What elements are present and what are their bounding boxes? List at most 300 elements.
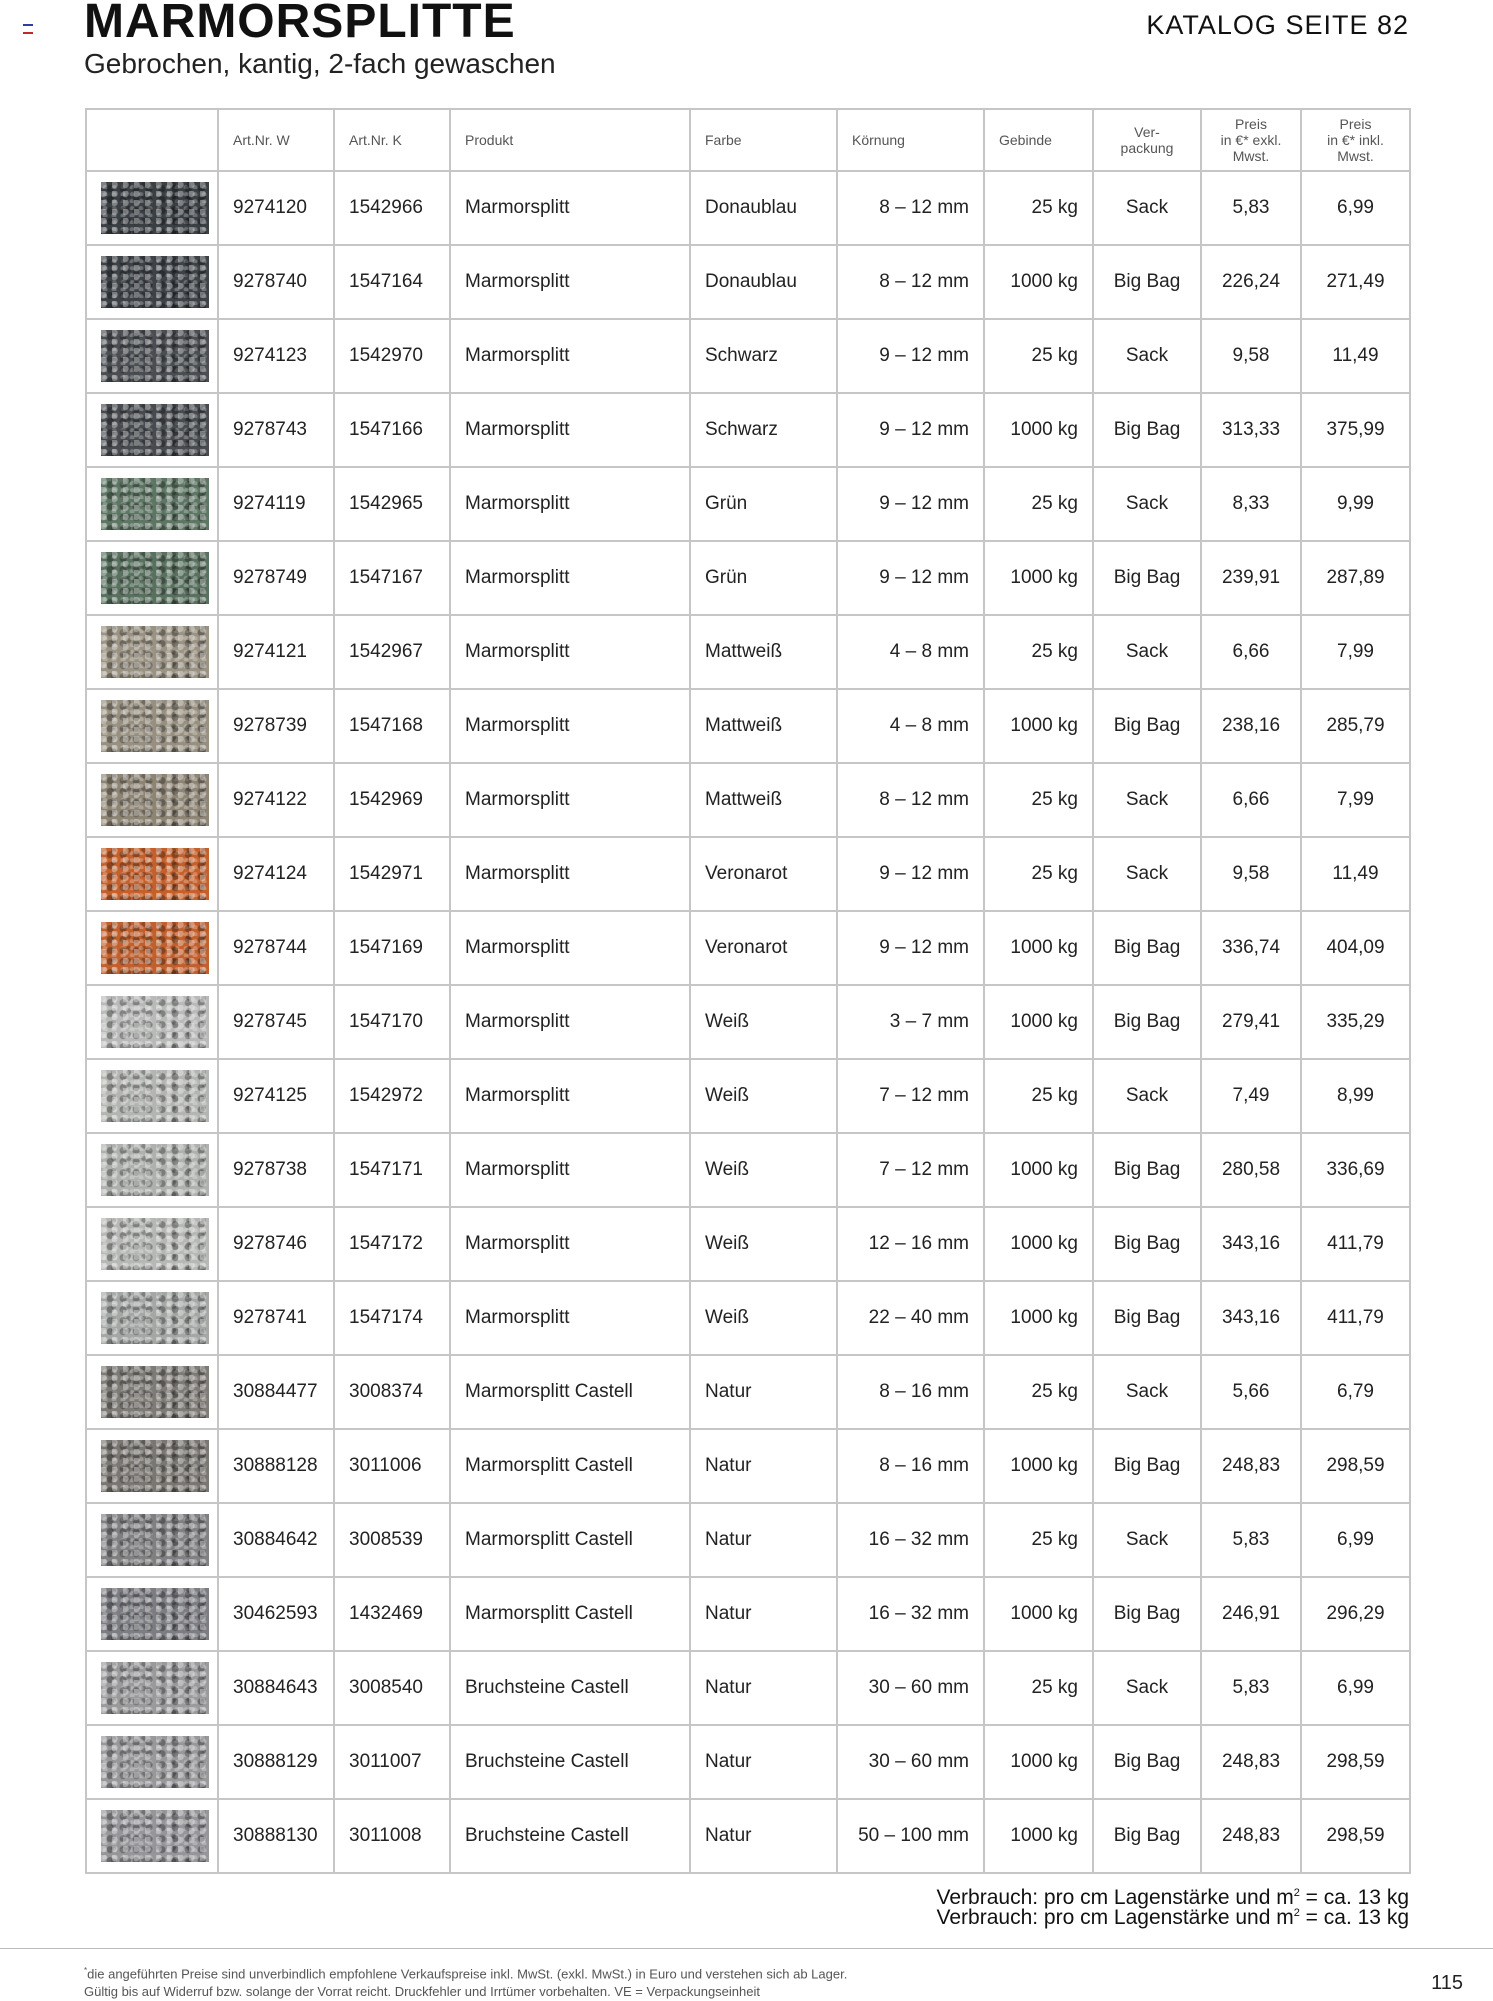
art-nr-k-cell: 3008540 bbox=[334, 1651, 450, 1725]
product-image-cell bbox=[86, 837, 218, 911]
packaging-cell: Sack bbox=[1093, 1651, 1201, 1725]
color-cell: Grün bbox=[690, 467, 837, 541]
product-swatch bbox=[101, 1736, 209, 1788]
price-excl-cell: 248,83 bbox=[1201, 1799, 1301, 1873]
product-cell: Marmorsplitt bbox=[450, 837, 690, 911]
product-image-cell bbox=[86, 319, 218, 393]
page-subtitle: Gebrochen, kantig, 2-fach gewaschen bbox=[84, 48, 556, 79]
product-cell: Marmorsplitt bbox=[450, 1133, 690, 1207]
price-incl-cell: 336,69 bbox=[1301, 1133, 1410, 1207]
art-nr-w-cell: 9278749 bbox=[218, 541, 334, 615]
grain-cell: 8 – 12 mm bbox=[837, 171, 984, 245]
product-swatch bbox=[101, 1144, 209, 1196]
table-row bbox=[86, 1355, 1410, 1429]
grain-cell: 8 – 16 mm bbox=[837, 1429, 984, 1503]
price-excl-cell: 248,83 bbox=[1201, 1429, 1301, 1503]
grain-cell: 9 – 12 mm bbox=[837, 911, 984, 985]
color-cell: Natur bbox=[690, 1355, 837, 1429]
grain-cell: 4 – 8 mm bbox=[837, 615, 984, 689]
packaging-cell: Big Bag bbox=[1093, 911, 1201, 985]
price-excl-cell: 5,83 bbox=[1201, 1651, 1301, 1725]
product-image-cell bbox=[86, 467, 218, 541]
product-swatch bbox=[101, 1810, 209, 1862]
price-incl-cell: 296,29 bbox=[1301, 1577, 1410, 1651]
product-image-cell bbox=[86, 1355, 218, 1429]
table-row bbox=[86, 393, 1410, 467]
price-excl-cell: 5,83 bbox=[1201, 1503, 1301, 1577]
color-cell: Natur bbox=[690, 1429, 837, 1503]
art-nr-w-cell: 9274124 bbox=[218, 837, 334, 911]
price-excl-cell: 313,33 bbox=[1201, 393, 1301, 467]
header-grain: Körnung bbox=[837, 109, 984, 171]
product-image-cell bbox=[86, 1281, 218, 1355]
product-cell: Marmorsplitt bbox=[450, 1207, 690, 1281]
price-excl-cell: 279,41 bbox=[1201, 985, 1301, 1059]
price-excl-cell: 238,16 bbox=[1201, 689, 1301, 763]
art-nr-k-cell: 3011006 bbox=[334, 1429, 450, 1503]
price-excl-cell: 226,24 bbox=[1201, 245, 1301, 319]
product-image-cell bbox=[86, 615, 218, 689]
pack-size-cell: 1000 kg bbox=[984, 1799, 1093, 1873]
art-nr-k-cell: 1547170 bbox=[334, 985, 450, 1059]
art-nr-w-cell: 9278740 bbox=[218, 245, 334, 319]
product-image-cell bbox=[86, 1059, 218, 1133]
packaging-cell: Sack bbox=[1093, 1355, 1201, 1429]
pack-size-cell: 1000 kg bbox=[984, 393, 1093, 467]
art-nr-w-cell: 30462593 bbox=[218, 1577, 334, 1651]
color-cell: Weiß bbox=[690, 985, 837, 1059]
pack-size-cell: 1000 kg bbox=[984, 1281, 1093, 1355]
header-art-nr-w: Art.Nr. W bbox=[218, 109, 334, 171]
product-image-cell bbox=[86, 393, 218, 467]
color-cell: Natur bbox=[690, 1725, 837, 1799]
art-nr-k-cell: 1542969 bbox=[334, 763, 450, 837]
table-row bbox=[86, 689, 1410, 763]
table-header-row bbox=[86, 109, 1410, 171]
product-image-cell bbox=[86, 541, 218, 615]
color-cell: Weiß bbox=[690, 1133, 837, 1207]
art-nr-w-cell: 9278745 bbox=[218, 985, 334, 1059]
price-incl-cell: 9,99 bbox=[1301, 467, 1410, 541]
art-nr-k-cell: 1547166 bbox=[334, 393, 450, 467]
product-image-cell bbox=[86, 1429, 218, 1503]
pack-size-cell: 1000 kg bbox=[984, 245, 1093, 319]
grain-cell: 9 – 12 mm bbox=[837, 467, 984, 541]
product-cell: Marmorsplitt bbox=[450, 541, 690, 615]
catalog-page-reference: KATALOG SEITE 82 bbox=[1146, 10, 1409, 40]
art-nr-w-cell: 9278739 bbox=[218, 689, 334, 763]
packaging-cell: Big Bag bbox=[1093, 1281, 1201, 1355]
price-incl-cell: 6,79 bbox=[1301, 1355, 1410, 1429]
art-nr-k-cell: 3011008 bbox=[334, 1799, 450, 1873]
art-nr-k-cell: 3008539 bbox=[334, 1503, 450, 1577]
table-row bbox=[86, 911, 1410, 985]
product-swatch bbox=[101, 1662, 209, 1714]
table-row bbox=[86, 763, 1410, 837]
grain-cell: 12 – 16 mm bbox=[837, 1207, 984, 1281]
consumption-sup: 2 bbox=[1293, 1907, 1300, 1919]
footnote-mark: * bbox=[84, 1966, 88, 1975]
packaging-cell: Big Bag bbox=[1093, 1207, 1201, 1281]
price-incl-cell: 6,99 bbox=[1301, 171, 1410, 245]
art-nr-w-cell: 30884642 bbox=[218, 1503, 334, 1577]
packaging-cell: Big Bag bbox=[1093, 393, 1201, 467]
product-cell: Marmorsplitt Castell bbox=[450, 1429, 690, 1503]
packaging-cell: Sack bbox=[1093, 467, 1201, 541]
price-excl-cell: 239,91 bbox=[1201, 541, 1301, 615]
grain-cell: 16 – 32 mm bbox=[837, 1503, 984, 1577]
price-incl-cell: 11,49 bbox=[1301, 319, 1410, 393]
packaging-cell: Big Bag bbox=[1093, 541, 1201, 615]
art-nr-w-cell: 30888130 bbox=[218, 1799, 334, 1873]
art-nr-w-cell: 9278741 bbox=[218, 1281, 334, 1355]
page-title: MARMORSPLITTE bbox=[84, 0, 516, 48]
color-cell: Mattweiß bbox=[690, 689, 837, 763]
pack-size-cell: 25 kg bbox=[984, 615, 1093, 689]
product-image-cell bbox=[86, 1651, 218, 1725]
header-art-nr-k: Art.Nr. K bbox=[334, 109, 450, 171]
grain-cell: 7 – 12 mm bbox=[837, 1133, 984, 1207]
price-excl-cell: 6,66 bbox=[1201, 763, 1301, 837]
grain-cell: 9 – 12 mm bbox=[837, 393, 984, 467]
price-excl-cell: 6,66 bbox=[1201, 615, 1301, 689]
product-cell: Marmorsplitt bbox=[450, 763, 690, 837]
table-row bbox=[86, 1059, 1410, 1133]
pack-size-cell: 1000 kg bbox=[984, 541, 1093, 615]
color-cell: Weiß bbox=[690, 1059, 837, 1133]
product-image-cell bbox=[86, 1577, 218, 1651]
product-cell: Marmorsplitt bbox=[450, 245, 690, 319]
page-number: 115 bbox=[1431, 1972, 1463, 1994]
art-nr-w-cell: 30888129 bbox=[218, 1725, 334, 1799]
price-incl-cell: 375,99 bbox=[1301, 393, 1410, 467]
art-nr-w-cell: 9278744 bbox=[218, 911, 334, 985]
product-image-cell bbox=[86, 689, 218, 763]
product-image-cell bbox=[86, 985, 218, 1059]
product-cell: Marmorsplitt bbox=[450, 615, 690, 689]
product-image-cell bbox=[86, 245, 218, 319]
table-row bbox=[86, 1725, 1410, 1799]
color-cell: Veronarot bbox=[690, 837, 837, 911]
art-nr-w-cell: 9274122 bbox=[218, 763, 334, 837]
table-row bbox=[86, 1577, 1410, 1651]
packaging-cell: Sack bbox=[1093, 171, 1201, 245]
product-swatch bbox=[101, 256, 209, 308]
packaging-cell: Sack bbox=[1093, 1503, 1201, 1577]
art-nr-k-cell: 1542972 bbox=[334, 1059, 450, 1133]
art-nr-k-cell: 1547171 bbox=[334, 1133, 450, 1207]
pack-size-cell: 1000 kg bbox=[984, 1725, 1093, 1799]
product-cell: Bruchsteine Castell bbox=[450, 1725, 690, 1799]
consumption-note bbox=[937, 1906, 1409, 1930]
product-cell: Marmorsplitt bbox=[450, 467, 690, 541]
price-incl-cell: 404,09 bbox=[1301, 911, 1410, 985]
header-price-excl: Preis in €* exkl. Mwst. bbox=[1201, 109, 1301, 171]
product-cell: Marmorsplitt Castell bbox=[450, 1577, 690, 1651]
product-swatch bbox=[101, 774, 209, 826]
packaging-cell: Big Bag bbox=[1093, 1577, 1201, 1651]
pack-size-cell: 25 kg bbox=[984, 467, 1093, 541]
table-row bbox=[86, 171, 1410, 245]
color-cell: Weiß bbox=[690, 1207, 837, 1281]
product-image-cell bbox=[86, 763, 218, 837]
product-image-cell bbox=[86, 1207, 218, 1281]
pack-size-cell: 25 kg bbox=[984, 171, 1093, 245]
price-incl-cell: 7,99 bbox=[1301, 615, 1410, 689]
table-row bbox=[86, 1281, 1410, 1355]
packaging-cell: Big Bag bbox=[1093, 245, 1201, 319]
packaging-cell: Big Bag bbox=[1093, 689, 1201, 763]
product-table bbox=[85, 108, 1411, 1874]
pack-size-cell: 1000 kg bbox=[984, 1577, 1093, 1651]
packaging-cell: Sack bbox=[1093, 837, 1201, 911]
price-incl-cell: 285,79 bbox=[1301, 689, 1410, 763]
pack-size-cell: 25 kg bbox=[984, 837, 1093, 911]
header-price-incl: Preis in €* inkl. Mwst. bbox=[1301, 109, 1410, 171]
price-excl-cell: 8,33 bbox=[1201, 467, 1301, 541]
product-image-cell bbox=[86, 1725, 218, 1799]
price-incl-cell: 271,49 bbox=[1301, 245, 1410, 319]
consumption-text: Verbrauch: pro cm Lagenstärke und m bbox=[936, 1886, 1294, 1909]
art-nr-w-cell: 9278743 bbox=[218, 393, 334, 467]
grain-cell: 9 – 12 mm bbox=[837, 319, 984, 393]
product-swatch bbox=[101, 626, 209, 678]
color-cell: Weiß bbox=[690, 1281, 837, 1355]
grain-cell: 9 – 12 mm bbox=[837, 541, 984, 615]
price-excl-cell: 5,66 bbox=[1201, 1355, 1301, 1429]
packaging-cell: Big Bag bbox=[1093, 1799, 1201, 1873]
product-cell: Marmorsplitt bbox=[450, 1281, 690, 1355]
table-row bbox=[86, 467, 1410, 541]
price-excl-cell: 343,16 bbox=[1201, 1207, 1301, 1281]
table-row bbox=[86, 1133, 1410, 1207]
table-row bbox=[86, 541, 1410, 615]
product-cell: Bruchsteine Castell bbox=[450, 1799, 690, 1873]
pack-size-cell: 1000 kg bbox=[984, 1133, 1093, 1207]
pack-size-cell: 1000 kg bbox=[984, 689, 1093, 763]
grain-cell: 8 – 12 mm bbox=[837, 763, 984, 837]
pack-size-cell: 1000 kg bbox=[984, 1429, 1093, 1503]
price-excl-cell: 7,49 bbox=[1201, 1059, 1301, 1133]
product-swatch bbox=[101, 700, 209, 752]
art-nr-k-cell: 3011007 bbox=[334, 1725, 450, 1799]
art-nr-k-cell: 1542970 bbox=[334, 319, 450, 393]
footer-divider bbox=[0, 1948, 1493, 1949]
product-cell: Marmorsplitt bbox=[450, 319, 690, 393]
grain-cell: 30 – 60 mm bbox=[837, 1725, 984, 1799]
color-cell: Mattweiß bbox=[690, 615, 837, 689]
price-incl-cell: 411,79 bbox=[1301, 1207, 1410, 1281]
product-swatch bbox=[101, 1588, 209, 1640]
product-swatch bbox=[101, 1366, 209, 1418]
art-nr-w-cell: 30888128 bbox=[218, 1429, 334, 1503]
footnote-text: die angeführten Preise sind unverbindlich empfohlene Verkaufspreise inkl. MwSt. (exkl. MwSt.) in Euro und verstehen sich ab Lager. bbox=[87, 1966, 848, 1982]
product-cell: Marmorsplitt bbox=[450, 985, 690, 1059]
table-row bbox=[86, 1207, 1410, 1281]
grain-cell: 8 – 16 mm bbox=[837, 1355, 984, 1429]
price-incl-cell: 335,29 bbox=[1301, 985, 1410, 1059]
pack-size-cell: 25 kg bbox=[984, 763, 1093, 837]
art-nr-k-cell: 1547167 bbox=[334, 541, 450, 615]
grain-cell: 16 – 32 mm bbox=[837, 1577, 984, 1651]
art-nr-k-cell: 1547168 bbox=[334, 689, 450, 763]
art-nr-k-cell: 1542965 bbox=[334, 467, 450, 541]
color-cell: Schwarz bbox=[690, 393, 837, 467]
pack-size-cell: 25 kg bbox=[984, 319, 1093, 393]
art-nr-w-cell: 30884477 bbox=[218, 1355, 334, 1429]
header-product: Produkt bbox=[450, 109, 690, 171]
color-cell: Grün bbox=[690, 541, 837, 615]
table-row bbox=[86, 1503, 1410, 1577]
footnote-line: Gültig bis auf Widerruf bzw. solange der Vorrat reicht. Druckfehler und Irrtümer vorbehalten. VE = Verpackungseinheit bbox=[84, 1984, 760, 2000]
art-nr-k-cell: 1547164 bbox=[334, 245, 450, 319]
grain-cell: 22 – 40 mm bbox=[837, 1281, 984, 1355]
price-incl-cell: 7,99 bbox=[1301, 763, 1410, 837]
price-excl-cell: 9,58 bbox=[1201, 837, 1301, 911]
pack-size-cell: 25 kg bbox=[984, 1651, 1093, 1725]
price-incl-cell: 6,99 bbox=[1301, 1651, 1410, 1725]
table-row bbox=[86, 1429, 1410, 1503]
color-cell: Donaublau bbox=[690, 245, 837, 319]
product-swatch bbox=[101, 1292, 209, 1344]
grain-cell: 7 – 12 mm bbox=[837, 1059, 984, 1133]
product-swatch bbox=[101, 848, 209, 900]
flag-icon bbox=[23, 24, 33, 34]
price-incl-cell: 411,79 bbox=[1301, 1281, 1410, 1355]
price-excl-cell: 248,83 bbox=[1201, 1725, 1301, 1799]
grain-cell: 3 – 7 mm bbox=[837, 985, 984, 1059]
color-cell: Donaublau bbox=[690, 171, 837, 245]
art-nr-k-cell: 1542971 bbox=[334, 837, 450, 911]
packaging-cell: Big Bag bbox=[1093, 1429, 1201, 1503]
price-excl-cell: 9,58 bbox=[1201, 319, 1301, 393]
price-excl-cell: 336,74 bbox=[1201, 911, 1301, 985]
color-cell: Natur bbox=[690, 1577, 837, 1651]
price-excl-cell: 280,58 bbox=[1201, 1133, 1301, 1207]
product-image-cell bbox=[86, 1503, 218, 1577]
product-cell: Marmorsplitt bbox=[450, 171, 690, 245]
packaging-cell: Sack bbox=[1093, 615, 1201, 689]
price-incl-cell: 298,59 bbox=[1301, 1429, 1410, 1503]
art-nr-w-cell: 9274125 bbox=[218, 1059, 334, 1133]
art-nr-w-cell: 9274123 bbox=[218, 319, 334, 393]
grain-cell: 50 – 100 mm bbox=[837, 1799, 984, 1873]
color-cell: Schwarz bbox=[690, 319, 837, 393]
table-row bbox=[86, 245, 1410, 319]
table-row bbox=[86, 319, 1410, 393]
art-nr-w-cell: 30884643 bbox=[218, 1651, 334, 1725]
art-nr-w-cell: 9274119 bbox=[218, 467, 334, 541]
product-cell: Marmorsplitt bbox=[450, 393, 690, 467]
consumption-amount: = ca. 13 kg bbox=[1299, 1906, 1409, 1929]
art-nr-k-cell: 1542966 bbox=[334, 171, 450, 245]
packaging-cell: Big Bag bbox=[1093, 985, 1201, 1059]
pack-size-cell: 25 kg bbox=[984, 1355, 1093, 1429]
product-swatch bbox=[101, 1218, 209, 1270]
product-image-cell bbox=[86, 911, 218, 985]
consumption-text: Verbrauch: pro cm Lagenstärke und m bbox=[936, 1906, 1294, 1929]
product-swatch bbox=[101, 330, 209, 382]
footnote-line bbox=[84, 1962, 847, 1983]
product-swatch bbox=[101, 1440, 209, 1492]
art-nr-k-cell: 1432469 bbox=[334, 1577, 450, 1651]
header-color: Farbe bbox=[690, 109, 837, 171]
product-swatch bbox=[101, 1070, 209, 1122]
price-incl-cell: 298,59 bbox=[1301, 1799, 1410, 1873]
table-row bbox=[86, 1799, 1410, 1873]
grain-cell: 8 – 12 mm bbox=[837, 245, 984, 319]
price-incl-cell: 11,49 bbox=[1301, 837, 1410, 911]
product-cell: Marmorsplitt bbox=[450, 911, 690, 985]
packaging-cell: Sack bbox=[1093, 763, 1201, 837]
color-cell: Mattweiß bbox=[690, 763, 837, 837]
product-swatch bbox=[101, 404, 209, 456]
header-pack-size: Gebinde bbox=[984, 109, 1093, 171]
table-row bbox=[86, 837, 1410, 911]
header-image bbox=[86, 109, 218, 171]
product-image-cell bbox=[86, 1133, 218, 1207]
footnote bbox=[84, 1962, 847, 2001]
grain-cell: 30 – 60 mm bbox=[837, 1651, 984, 1725]
color-cell: Natur bbox=[690, 1651, 837, 1725]
art-nr-k-cell: 3008374 bbox=[334, 1355, 450, 1429]
product-cell: Marmorsplitt Castell bbox=[450, 1503, 690, 1577]
price-incl-cell: 298,59 bbox=[1301, 1725, 1410, 1799]
art-nr-k-cell: 1547174 bbox=[334, 1281, 450, 1355]
art-nr-w-cell: 9278746 bbox=[218, 1207, 334, 1281]
product-cell: Marmorsplitt bbox=[450, 689, 690, 763]
grain-cell: 9 – 12 mm bbox=[837, 837, 984, 911]
pack-size-cell: 1000 kg bbox=[984, 911, 1093, 985]
art-nr-k-cell: 1542967 bbox=[334, 615, 450, 689]
price-incl-cell: 287,89 bbox=[1301, 541, 1410, 615]
price-incl-cell: 6,99 bbox=[1301, 1503, 1410, 1577]
product-cell: Bruchsteine Castell bbox=[450, 1651, 690, 1725]
pack-size-cell: 1000 kg bbox=[984, 985, 1093, 1059]
price-incl-cell: 8,99 bbox=[1301, 1059, 1410, 1133]
product-swatch bbox=[101, 1514, 209, 1566]
product-swatch bbox=[101, 182, 209, 234]
product-image-cell bbox=[86, 1799, 218, 1873]
art-nr-w-cell: 9274120 bbox=[218, 171, 334, 245]
header-packaging: Ver- packung bbox=[1093, 109, 1201, 171]
packaging-cell: Sack bbox=[1093, 319, 1201, 393]
price-excl-cell: 246,91 bbox=[1201, 1577, 1301, 1651]
product-swatch bbox=[101, 922, 209, 974]
packaging-cell: Big Bag bbox=[1093, 1725, 1201, 1799]
art-nr-w-cell: 9274121 bbox=[218, 615, 334, 689]
packaging-cell: Big Bag bbox=[1093, 1133, 1201, 1207]
art-nr-k-cell: 1547172 bbox=[334, 1207, 450, 1281]
art-nr-k-cell: 1547169 bbox=[334, 911, 450, 985]
color-cell: Veronarot bbox=[690, 911, 837, 985]
product-swatch bbox=[101, 552, 209, 604]
product-image-cell bbox=[86, 171, 218, 245]
consumption-amount: = ca. 13 kg bbox=[1299, 1886, 1409, 1909]
grain-cell: 4 – 8 mm bbox=[837, 689, 984, 763]
color-cell: Natur bbox=[690, 1503, 837, 1577]
pack-size-cell: 25 kg bbox=[984, 1503, 1093, 1577]
product-cell: Marmorsplitt Castell bbox=[450, 1355, 690, 1429]
pack-size-cell: 1000 kg bbox=[984, 1207, 1093, 1281]
consumption-sup: 2 bbox=[1293, 1887, 1300, 1899]
product-swatch bbox=[101, 996, 209, 1048]
table-row bbox=[86, 1651, 1410, 1725]
price-excl-cell: 5,83 bbox=[1201, 171, 1301, 245]
packaging-cell: Sack bbox=[1093, 1059, 1201, 1133]
product-swatch bbox=[101, 478, 209, 530]
color-cell: Natur bbox=[690, 1799, 837, 1873]
